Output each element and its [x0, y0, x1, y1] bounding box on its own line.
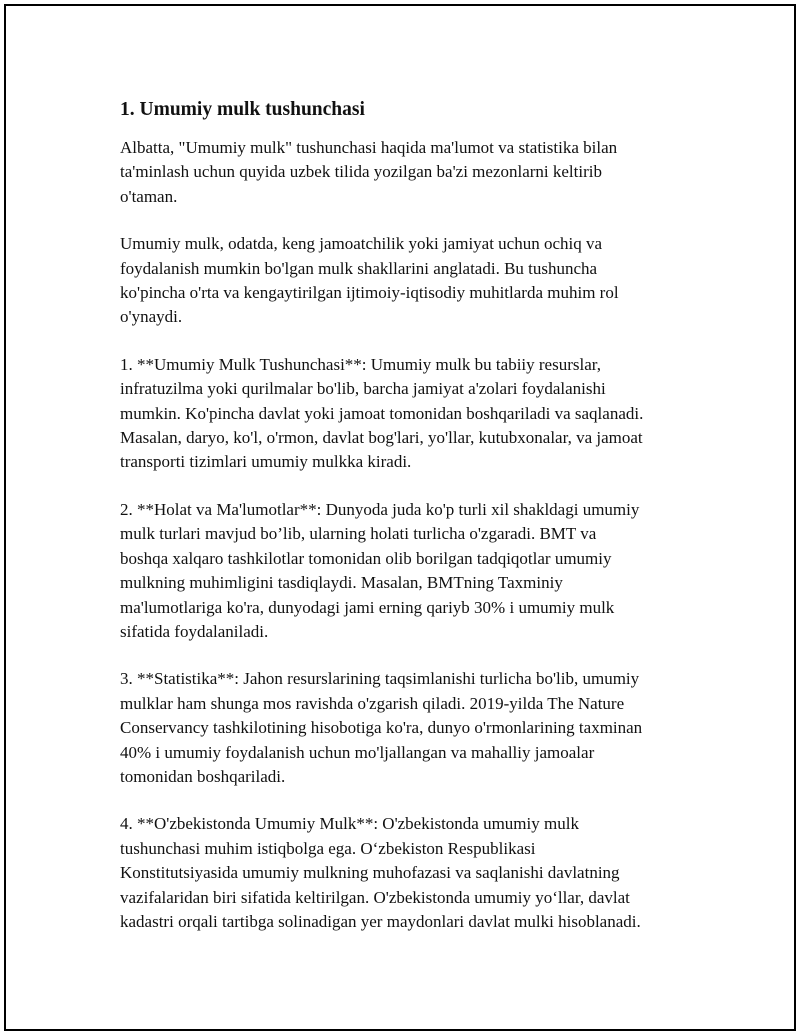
- text-line: tushunchasi muhim istiqbolga ega. O‘zbekiston Respublikasi: [120, 838, 536, 858]
- text-line: transporti tizimlari umumiy mulkka kiradi.: [120, 452, 412, 472]
- paragraph: [120, 232, 700, 330]
- section-heading: 1. Umumiy mulk tushunchasi: [120, 99, 365, 120]
- text-line: sifatida foydalaniladi.: [120, 621, 269, 641]
- text-line: Umumiy mulk, odatda, keng jamoatchilik yoki jamiyat uchun ochiq va: [120, 234, 603, 254]
- text-line: Albatta, "Umumiy mulk" tushunchasi haqida ma'lumot va statistika bilan: [120, 138, 618, 157]
- paragraph: [120, 812, 700, 934]
- paragraph-list: [120, 136, 700, 934]
- text-line: mulk turlari mavjud bo’lib, ularning holati turlicha o'zgaradi. BMT va: [120, 524, 597, 544]
- text-line: vazifalaridan biri sifatida keltirilgan. O'zbekistonda umumiy yo‘llar, davlat: [120, 887, 630, 907]
- page-frame: [4, 4, 796, 1031]
- paragraph: [120, 498, 700, 644]
- text-line: mulkning muhimligini tasdiqlaydi. Masalan, BMTning Taxminiy: [120, 573, 563, 593]
- text-line: ma'lumotlariga ko'ra, dunyodagi jami erning qariyb 30% i umumiy mulk: [120, 597, 615, 617]
- text-line: ta'minlash uchun quyida uzbek tilida yozilgan ba'zi mezonlarni keltirib: [120, 162, 602, 182]
- document-body: [120, 96, 700, 957]
- paragraph: [120, 667, 700, 789]
- text-line: Konstitutsiyasida umumiy mulkning muhofazasi va saqlanishi davlatning: [120, 863, 620, 883]
- text-line: ko'pincha o'rta va kengaytirilgan ijtimoiy-iqtisodiy muhitlarda muhim rol: [120, 283, 619, 303]
- text-line: 2. **Holat va Ma'lumotlar**: Dunyoda juda ko'p turli xil shakldagi umumiy: [120, 499, 640, 519]
- text-line: mumkin. Ko'pincha davlat yoki jamoat tomonidan boshqariladi va saqlanadi.: [120, 403, 644, 423]
- text-line: 40% i umumiy foydalanish uchun mo'ljallangan va mahalliy jamoalar: [120, 742, 595, 762]
- text-line: foydalanish mumkin bo'lgan mulk shakllarini anglatadi. Bu tushuncha: [120, 258, 598, 278]
- text-line: Masalan, daryo, ko'l, o'rmon, davlat bog'lari, yo'llar, kutubxonalar, va jamoat: [120, 428, 643, 448]
- text-line: boshqa xalqaro tashkilotlar tomonidan olib borilgan tadqiqotlar umumiy: [120, 548, 612, 568]
- text-line: mulklar ham shunga mos ravishda o'zgarish qiladi. 2019-yilda The Nature: [120, 693, 625, 713]
- text-line: Conservancy tashkilotining hisobotiga ko'ra, dunyo o'rmonlarining taxminan: [120, 718, 643, 738]
- text-line: 4. **O'zbekistonda Umumiy Mulk**: O'zbekistonda umumiy mulk: [120, 814, 579, 834]
- text-line: infratuzilma yoki qurilmalar bo'lib, barcha jamiyat a'zolari foydalanishi: [120, 379, 606, 399]
- paragraph: [120, 136, 700, 209]
- text-line: 1. **Umumiy Mulk Tushunchasi**: Umumiy mulk bu tabiiy resurslar,: [120, 354, 601, 374]
- text-line: o'ynaydi.: [120, 307, 183, 327]
- text-line: 3. **Statistika**: Jahon resurslarining taqsimlanishi turlicha bo'lib, umumiy: [120, 669, 640, 689]
- paragraph: [120, 353, 700, 475]
- text-line: tomonidan boshqariladi.: [120, 766, 286, 786]
- text-line: kadastri orqali tartibga solinadigan yer maydonlari davlat mulki hisoblanadi.: [120, 911, 641, 931]
- text-line: o'taman.: [120, 186, 178, 206]
